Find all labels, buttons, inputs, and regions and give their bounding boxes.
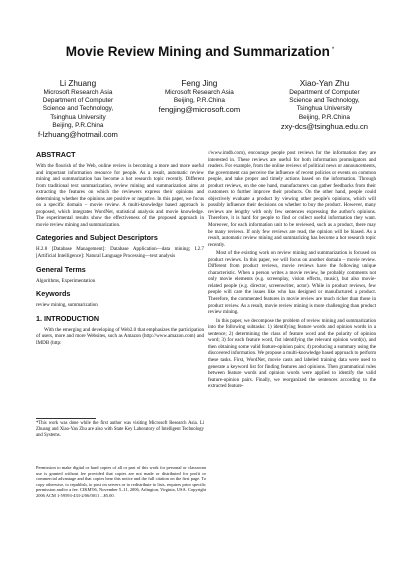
affiliation-line: Tsinghua University: [296, 105, 353, 113]
keywords-heading: Keywords: [36, 289, 71, 299]
author-email: f-lzhuang@hotmail.com: [38, 130, 118, 140]
author-3: [281, 78, 368, 140]
categories-heading: Categories and Subject Descriptors: [36, 233, 158, 243]
permission-notice: Permission to make digital or hard copies of all or part of this work for personal or classroom use is granted without fee provided that copies are not made or distributed for profit or commercial advantage and that copies bear this notice and the full citation on the first page. To copy otherwise, to republish, to post on servers or to redistribute to lists, requires prior specific permission and/or a fee. CIKM'06, November 5–11, 2006, Arlington, Virginia, USA. Copyright 2006 ACM 1-59593-433-2/06/0011 ...$5.00.: [36, 465, 206, 498]
author-email: zxy-dcs@tsinghua.edu.cn: [280, 121, 368, 131]
title-footnote-mark: *: [331, 46, 335, 53]
author-block: [38, 78, 368, 140]
left-column: [36, 150, 204, 348]
right-column: [208, 150, 376, 392]
author-2: [159, 78, 241, 140]
footnote: *This work was done while the first author was visiting Microsoft Research Asia. Li Zhuang and Xiao-Yan Zhu are also with State Key Laboratory of Intelligent Technology and Systems.: [36, 421, 204, 438]
body-paragraph: In this paper, we decompose the problem of review mining and summarization into the following subtasks: 1) identifying feature words and opinion words in a sentence; 2) determining the class of feature word and the polarity of opinion word; 3) for each feature word, fist identifying the relevant opinion word(s), and then obtaining some valid feature-opinion pairs; 4) producing a summary using the discovered information. We propose a multi-knowledge based approach to perform these tasks. First, WordNet, movie casts and labeled training data were used to generate a keyword list for finding features and opinions. Then grammatical rules between feature words and opinion words were applied to identify the valid feature-opinion pairs. Finally, we reorganized the sentences according to the extracted feature-: [208, 317, 376, 390]
author-name: Li Zhuang: [59, 79, 97, 88]
keywords-text: review mining, summarization: [36, 302, 98, 309]
general-terms-heading: General Terms: [36, 264, 86, 274]
body-paragraph: //www.imdb.com), encourage people post reviews for the information they are interested in. These reviews are useful for both information promulgators and readers. For example, from the online reviews of political news or announcements, the government can perceive the influence of recent policies or events on common people, and take proper and timely actions based on the information. Through product reviews, on the one hand, manufacturers can gather feedbacks from their customers to further improve their products. On the other hand, people could objectively evaluate a product by viewing other people's opinions, which will possibly influence their decisions on whether to buy the product. However, many reviews are lengthy with only few sentences expressing the author's opinions. Therefore, it is hard for people to find or collect useful information they want. Moreover, for each information unit to be reviewed, such as a product, there may be many reviews. If only few reviews are read, the opinion will be biased. As a result, automatic review mining and summarizing has become a hot research topic recently.: [208, 150, 376, 248]
categories-text: H.2.8 [Database Management]: Database Application—data mining; I.2.7 [Artificial Intelligence]: Natural Language Processing—text analysis: [36, 246, 204, 260]
affiliation-line: Science and Technology,: [42, 105, 114, 113]
footnote-rule: [36, 418, 96, 419]
author-email: fengjing@microsoft.com: [158, 105, 241, 115]
abstract-text: With the flourish of the Web, online review is becoming a more and more useful and important information resource for people. As a result, automatic review mining and summarization has become a hot research topic recently. Different from traditional text summarization, review mining and summarization aims at extracting the features on which the reviewers express their opinions and determining whether the opinions are positive or negative. In this paper, we focus on a specific domain – movie review. A multi-knowledge based approach is proposed, which integrates WordNet, statistical analysis and movie knowledge. The experimental results show the effectiveness of the proposed approach in movie review mining and summarization.: [36, 163, 204, 228]
affiliation-line: Department of Computer: [42, 97, 114, 105]
general-terms-text: Algorithms, Experimentation: [36, 277, 96, 284]
author-name: Xiao-Yan Zhu: [299, 79, 350, 88]
introduction-text: With the emerging and developing of Web2.0 that emphasizes the participation of users, more and more Websites, such as Amazon (http://www.amazon.com) and IMDB (http:: [36, 326, 204, 346]
author-1: [38, 78, 118, 140]
abstract-heading: ABSTRACT: [36, 150, 76, 159]
affiliation-line: Department of Computer: [289, 89, 360, 96]
affiliation-line: Beijing, P.R.China: [173, 97, 225, 105]
author-name: Feng Jing: [181, 79, 218, 88]
body-paragraph: Most of the existing work on review mining and summarization is focused on product reviews. In this paper, we will focus on another domain – movie review. Different from product reviews, movie reviews have the following unique characteristic. When a person writes a movie review, he probably comments not only movie elements (e.g. screenplay, vision effects, music), but also movie-related people (e.g. director, screenwriter, actor). While in product reviews, few people will care the issues like who has designed or manufactured a product. Therefore, the commented features in movie review are much richer than those in product review. As a result, movie review mining is more challenging than product review mining.: [208, 250, 376, 316]
affiliation-line: Tsinghua University: [50, 113, 106, 121]
affiliation-line: Beijing, P.R.China: [298, 113, 350, 121]
introduction-heading: 1. INTRODUCTION: [36, 313, 100, 323]
affiliation-line: Microsoft Research Asia: [164, 89, 234, 96]
paper-title: [0, 44, 400, 59]
affiliation-line: Microsoft Research Asia: [43, 89, 113, 96]
affiliation-line: Science and Technology,: [289, 97, 360, 105]
affiliation-line: Beijing, P.R.China: [52, 121, 104, 129]
title-text: Movie Review Mining and Summarization: [65, 44, 330, 59]
